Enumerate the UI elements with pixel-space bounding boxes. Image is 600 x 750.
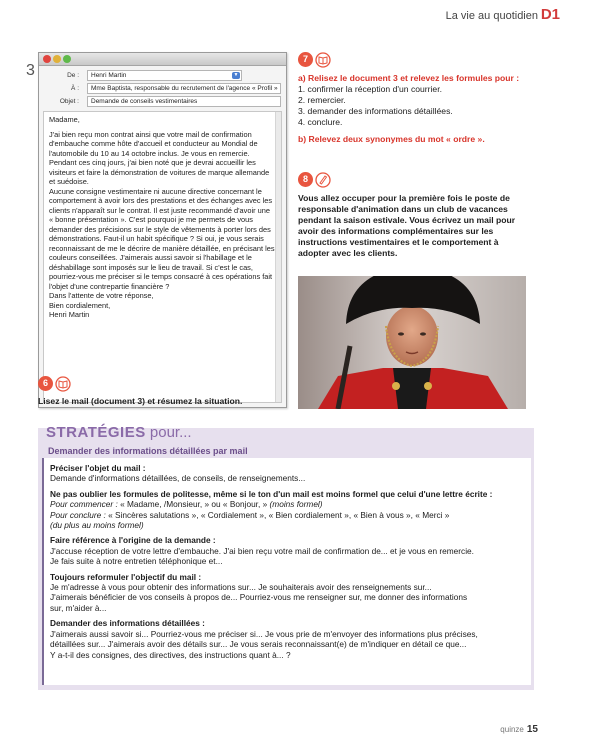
strategy-2-line-2-text: « Sincères salutations », « Cordialement », « Bien cordialement », « Bien à vous », « Merci » [105,509,450,520]
strategy-3-heading: Faire référence à l'origine de la demande : [50,535,216,546]
minimize-window-icon[interactable] [53,55,61,63]
mail-window [38,52,287,408]
mail-from-row [39,70,286,81]
activity-7-a: a) Relisez le document 3 et relevez les formules pour : [298,73,520,83]
activity-8-text: Vous allez occuper pour la première fois le poste de responsable d'animation dans un club de vacances pendant la saison estivale. Vous écrivez un mail pour avoir des informations complémentaires sur les instructions vestimentaires et le comportement à adopter avec les clients. [298,193,516,258]
from-label: De : [67,72,79,79]
close-window-icon[interactable] [43,55,51,63]
mail-to-row [39,83,286,94]
strategy-4-line-1: Je m'adresse à vous pour obtenir des informations sur... Je souhaiterais avoir des renseignements sur... [50,582,432,593]
mail-titlebar [39,53,286,66]
section-title: La vie au quotidien [445,10,538,22]
mail-signature: Henri Martin [49,310,90,319]
strategy-1-heading: Préciser l'objet du mail : [50,463,146,473]
strategy-2-line-1-text: « Madame, /Monsieur, » ou « Bonjour, » [117,499,268,510]
strategies-subtitle: Demander des informations détaillées par mail [48,446,248,456]
activity-7-b: b) Relevez deux synonymes du mot « ordre ». [298,134,485,144]
strategy-2-line-3-note: (du plus au moins formel) [50,520,144,531]
strategy-2-heading: Ne pas oublier les formules de politesse, même si le ton d'un mail est moins formel que celui d'une lettre écrite : [50,488,493,499]
subject-field[interactable]: Demande de conseils vestimentaires [87,96,281,107]
mail-body[interactable] [43,111,282,403]
mail-paragraph-3: Aucune consigne vestimentaire ni aucune directive concernant le comportement à avoir lors des prestations et des échanges avec les clients n'apparaît sur le contrat. Il est juste recommandé d'avoir une « bonne présentation ». C'est pourquoi je me permets de vous demander des précisions sur le style de vêtements à porter lors des démonstrations. Faut-il un habit spécifique ? Si oui, je vous serais reconnaissant de me le décrire de manière détaillée, en précisant les couleurs conseillées. J'aimerais aussi savoir si l'habillage et le déshabillage sont imposés sur le lieu de travail. Si c'est le cas, pourriez-vous me préciser si le temps consacré à ces opérations fait l'objet d'une contrepartie financière ? [49,186,275,291]
strategy-3-line-2: Je fais suite à notre entretien téléphonique et... [50,556,223,567]
strategy-2-line-1-lead: Pour commencer : [50,499,118,510]
activity-8-badge [298,172,331,188]
strategies-title-bold: STRATÉGIES [46,424,146,441]
strategies-content [42,458,531,685]
activity-7-item-4: 4. conclure. [298,117,343,127]
strategy-5-line-3: Y a-t-il des consignes, des directives, des instructions quant à... ? [50,649,291,660]
subject-label: Objet : [59,98,79,105]
activity-6-badge [38,376,71,392]
strategy-4-heading: Toujours reformuler l'objectif du mail : [50,571,202,582]
activity-number: 6 [38,376,53,391]
activity-7-item-3: 3. demander des informations détaillées. [298,106,453,116]
strategy-4-line-3: sur, m'aider à... [50,602,107,613]
strategies-title [46,424,192,441]
strategy-2-line-1 [50,499,525,509]
zoom-window-icon[interactable] [63,55,71,63]
from-select[interactable] [87,70,242,81]
mail-subject-row [39,96,286,107]
strategy-4-line-2: J'aimerais bénéficier de vos conseils à propos de... Pourriez-vous me renseigner sur, me donner des informations [50,592,468,603]
strategy-2-line-2-lead: Pour conclure : [50,509,106,520]
page-number-word: quinze [500,725,524,734]
page-footer [500,724,538,735]
strategy-2-line-3 [50,520,525,530]
strategy-1-text: Demande d'informations détaillées, de conseils, de renseignements... [50,473,306,484]
royal-guard-photo [298,276,526,409]
mail-scrollbar[interactable] [275,112,281,402]
pen-icon [315,172,331,188]
section-code: D1 [540,6,560,23]
mail-paragraph-1: J'ai bien reçu mon contrat ainsi que votre mail de confirmation d'embauche comme hôte d'accueil et conducteur au Mondial de l'automobile du 10 au 14 octobre inclus. Je vous en remercie. [49,129,258,158]
book-icon [55,376,71,392]
mail-greeting: Madame, [49,115,80,124]
chevron-down-icon: ▼ [233,72,239,78]
activity-7-badge [298,52,331,68]
from-value: Henri Martin [91,72,127,79]
strategy-5-line-2: détaillées sur... J'aimerais avoir des détails sur... Je vous serais reconnaissant(e) de m'indiquer en détail ce que... [50,639,467,650]
to-label: À : [71,85,79,92]
activity-7-item-2: 2. remercier. [298,95,346,105]
book-icon [315,52,331,68]
activity-7-content [298,73,538,145]
strategy-3-line-1: J'accuse réception de votre lettre d'embauche. J'ai bien reçu votre mail de confirmation de... et je vous en remercie. [50,545,474,556]
activity-number: 8 [298,172,313,187]
mail-closing-1: Dans l'attente de votre réponse, [49,291,154,300]
activity-6-text: Lisez le mail (document 3) et résumez la situation. [38,396,243,406]
strategy-2-line-1-note: (moins formel) [267,499,323,510]
mail-paragraph-2: Pendant ces cinq jours, j'ai bien noté que je devrai accueillir les visiteurs et faire la démonstration de voitures de marque allemande et suédoise. [49,158,270,186]
activity-7-item-1: 1. confirmer la réception d'un courrier. [298,84,442,94]
document-number: 3 [26,62,35,79]
strategy-2-line-2 [50,510,525,520]
strategy-5-heading: Demander des informations détaillées : [50,618,205,629]
page-number: 15 [526,724,538,735]
mail-closing-2: Bien cordialement, [49,300,111,310]
strategy-5-line-1: J'aimerais aussi savoir si... Pourriez-vous me préciser si... Je vous prie de m'envoyer des informations plus précises, [50,628,478,639]
strategies-title-light: pour... [149,424,192,441]
activity-number: 7 [298,52,313,67]
to-field[interactable]: Mme Baptista, responsable du recrutement de l'agence « Profil » [87,83,281,94]
